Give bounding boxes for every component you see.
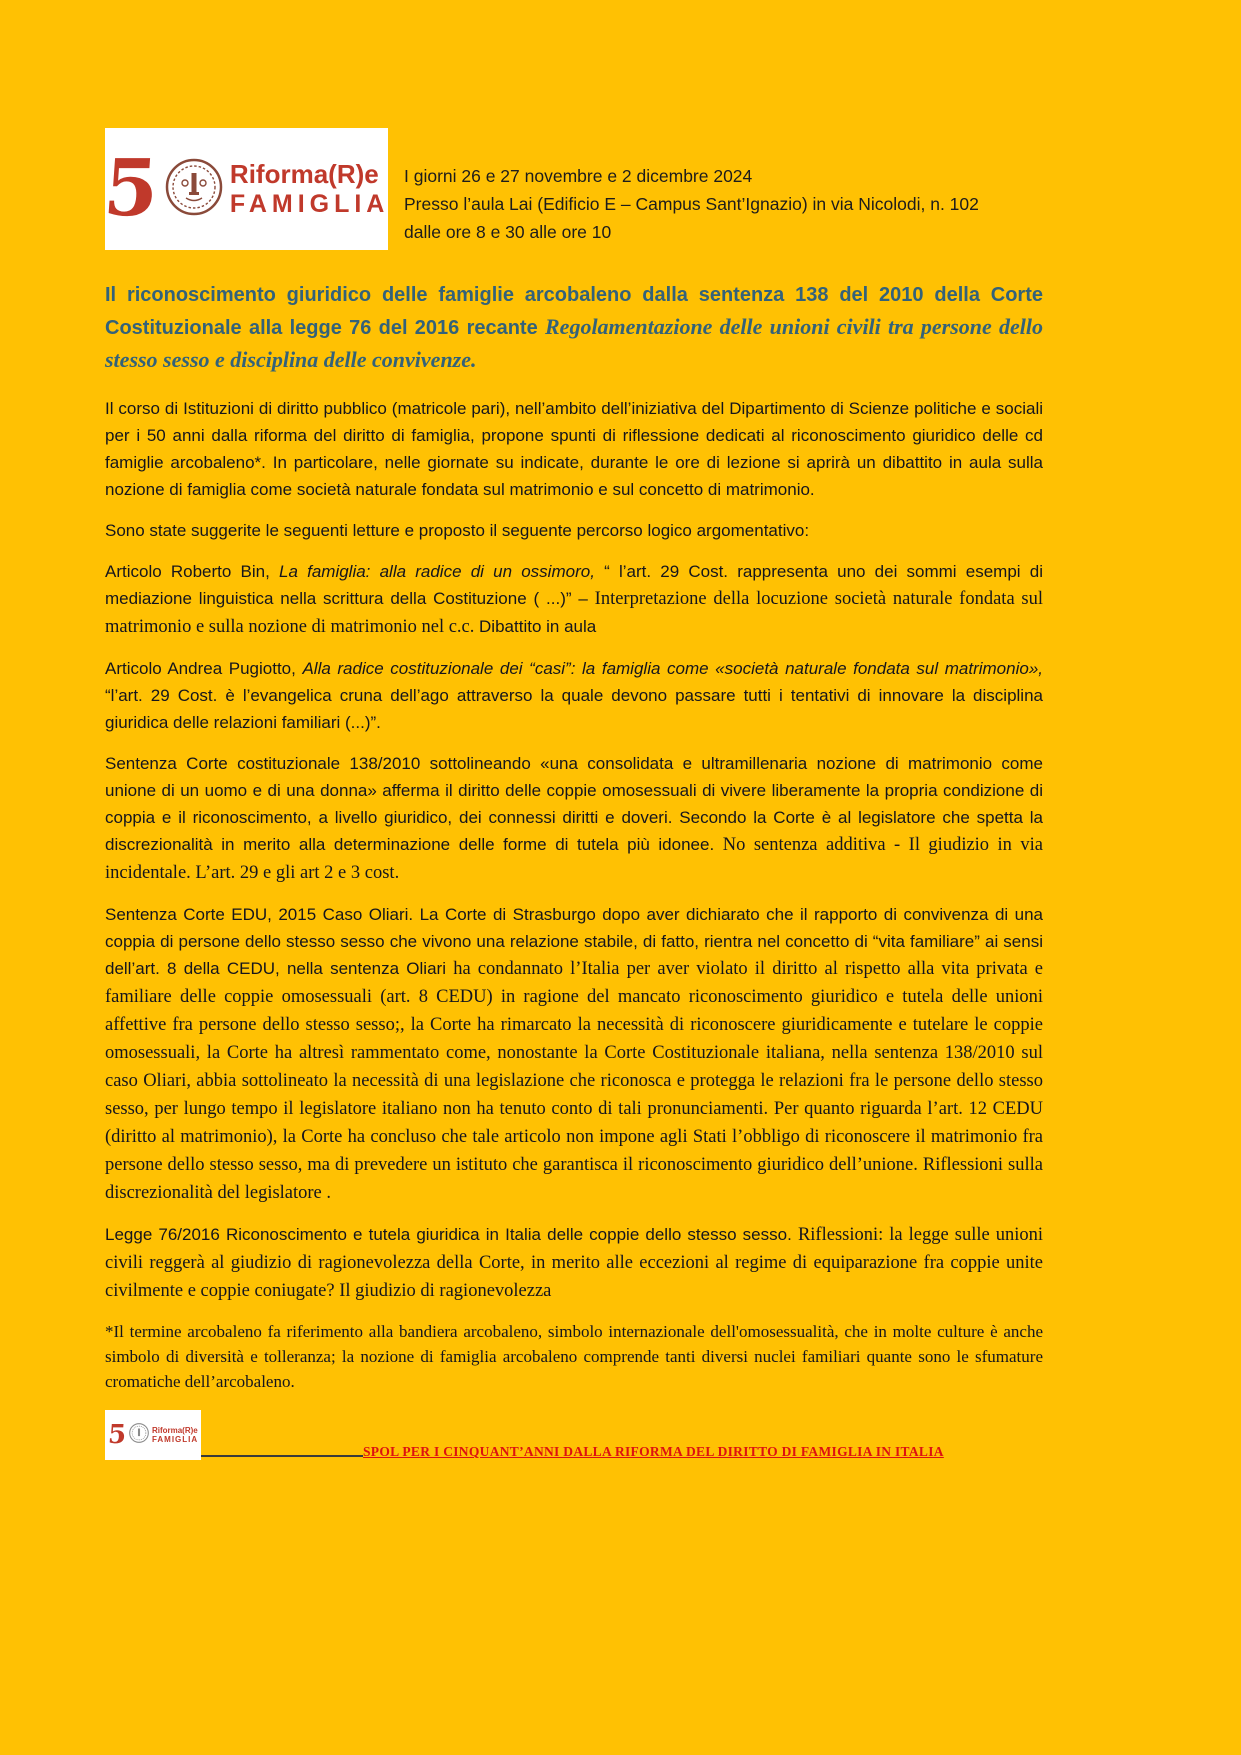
document-content bbox=[100, 0, 1043, 1460]
footnote-arcobaleno bbox=[105, 1319, 1043, 1394]
legge76-text: Legge 76/2016 Riconoscimento e tutela giuridica in Italia delle coppie dello stesso sesso. bbox=[105, 1225, 798, 1244]
sentenza138-text: Sentenza Corte costituzionale 138/2010 sottolineando «una consolidata e ultramillenaria nozione di matrimonio come unione di un uomo e di una donna» afferma il diritto delle coppie omosessuali di vivere liberamente la propria condizione di coppia e il riconoscimento, a livello giuridico, dei connessi diritti e doveri. Secondo la Corte è al legislatore che spetta la discrezionalità in merito alla determinazione delle forme di tutela più idonee. bbox=[105, 754, 1043, 854]
legge76-serif-note: Riflessioni: la legge sulle unioni civili reggerà al giudizio di ragionevolezza della Corte, in merito alle eccezioni al regime di equiparazione fra coppie unite civilmente e coppie coniugate? Il giudizio di ragionevolezza bbox=[105, 1225, 1043, 1301]
bin-quote: “ l’art. 29 Cost. rappresenta uno dei sommi esempi di mediazione linguistica nella scrittura della Costituzione ( ...)” – bbox=[105, 562, 1043, 608]
paragraph-articolo-bin bbox=[105, 558, 1043, 641]
footer bbox=[105, 1410, 1043, 1460]
bin-tail: Dibattito in aula bbox=[479, 617, 597, 636]
footer-logo bbox=[105, 1410, 201, 1460]
page-title bbox=[105, 280, 1043, 377]
bin-serif-note: Interpretazione della locuzione società naturale fondata sul matrimonio e sulla nozione di matrimonio nel c.c. bbox=[105, 589, 1043, 637]
riforma-famiglia-logo bbox=[100, 128, 390, 250]
logo-wordmark-line2: FAMIGLIA bbox=[229, 190, 390, 218]
bin-lead: Articolo Roberto Bin, bbox=[105, 562, 280, 581]
paragraph-legge-76 bbox=[105, 1221, 1043, 1305]
footer-logo-wordmark bbox=[152, 1426, 198, 1444]
logo-wordmark bbox=[230, 159, 389, 219]
oliari-text: Sentenza Corte EDU, 2015 Caso Oliari. La Corte di Strasburgo dopo aver dichiarato che il rapporto di convivenza di una coppia di persone dello stesso sesso che vivono una relazione stabile, di fatto, rientra nel concetto di “vita familiare” ai sensi dell’art. 8 della CEDU, nella sentenza Oliari bbox=[105, 905, 1043, 978]
footer-logo-line1: Riforma(R)e bbox=[151, 1426, 198, 1435]
event-info bbox=[404, 162, 979, 250]
page-title-lead: Il riconoscimento giuridico delle famiglie arcobaleno dalla sentenza 138 del 2010 della Corte Costituzionale alla legge 76 del 2016 recante bbox=[105, 284, 1043, 339]
logo-wordmark-line1: Riforma(R)e bbox=[229, 159, 379, 189]
page-title-law-name: Regolamentazione delle unioni civili tra persone dello stesso sesso e disciplina delle convivenze. bbox=[105, 314, 1043, 372]
pugiotto-quote: “l’art. 29 Cost. è l’evangelica cruna dell’ago attraverso la quale devono passare tutti i tentativi di innovare la disciplina giuridica delle relazioni familiari (...)”. bbox=[105, 686, 1043, 732]
header bbox=[100, 128, 1043, 250]
pugiotto-lead: Articolo Andrea Pugiotto, bbox=[105, 659, 303, 678]
footer-logo-line2: FAMIGLIA bbox=[151, 1435, 199, 1444]
footnote-text: *Il termine arcobaleno fa riferimento alla bandiera arcobaleno, simbolo internazionale dell'omosessualità, che in molte culture è anche simbolo di diversità e tolleranza; la nozione di famiglia arcobaleno comprende tanti diversi nuclei familiari quante sono le sfumature cromatiche dell’arcobaleno. bbox=[105, 1322, 1043, 1391]
paragraph-sentenza-oliari bbox=[105, 901, 1043, 1207]
event-time: dalle ore 8 e 30 alle ore 10 bbox=[404, 222, 612, 242]
university-seal-icon bbox=[165, 158, 223, 221]
logo-number-5: 5 bbox=[100, 143, 162, 234]
paragraph-letture-text: Sono state suggerite le seguenti letture e proposto il seguente percorso logico argomentativo: bbox=[105, 521, 810, 540]
sentenza138-serif-note: No sentenza additiva - Il giudizio in via incidentale. L’art. 29 e gli art 2 e 3 cost. bbox=[105, 835, 1043, 883]
paragraph-intro bbox=[105, 395, 1043, 503]
footer-university-seal-icon bbox=[129, 1423, 149, 1448]
bin-article-title: La famiglia: alla radice di un ossimoro, bbox=[279, 562, 605, 581]
pugiotto-article-title: Alla radice costituzionale dei “casi”: la famiglia come «società naturale fondata sul matrimonio», bbox=[302, 659, 1043, 678]
paragraph-intro-text: Il corso di Istituzioni di diritto pubblico (matricole pari), nell’ambito dell’iniziativa del Dipartimento di Scienze politiche e sociali per i 50 anni dalla riforma del diritto di famiglia, propone spunti di riflessione dedicati al riconoscimento giuridico delle cd famiglie arcobaleno*. In particolare, nelle giornate su indicate, durante le ore di lezione si aprirà un dibattito in aula sulla nozione di famiglia come società naturale fondata sul matrimonio e sul concetto di matrimonio. bbox=[105, 399, 1043, 499]
oliari-serif-note: ha condannato l’Italia per aver violato il diritto al rispetto alla vita privata e familiare delle coppie omosessuali (art. 8 CEDU) in ragione del mancato riconoscimento giuridico e tutela delle unioni affettive fra persone dello stesso sesso;, la Corte ha rimarcato la necessità di riconoscere giuridicamente e tutelare le coppie omosessuali, la Corte ha altresì rammentato come, nonostante la Corte Costituzionale italiana, nella sentenza 138/2010 sul caso Oliari, abbia sottolineato la necessità di una legislazione che riconosca e protegga le relazioni fra le persone dello stesso sesso, per lungo tempo il legislatore italiano non ha tenuto conto di tali pronunciamenti. Per quanto riguarda l’art. 12 CEDU (diritto al matrimonio), la Corte ha concluso che tale articolo non impone agli Stati l’obbligo di riconoscere il matrimonio fra persone dello stesso sesso, ma di prevedere un istituto che garantisca il riconoscimento giuridico dell’unione. Riflessioni sulla discrezionalità del legislatore . bbox=[105, 959, 1043, 1203]
footer-logo-number-5: 5 bbox=[106, 1420, 127, 1450]
footer-divider-line bbox=[201, 1453, 363, 1457]
paragraph-sentenza-138 bbox=[105, 750, 1043, 887]
event-location: Presso l’aula Lai (Edificio E – Campus Sant’Ignazio) in via Nicolodi, n. 102 bbox=[404, 194, 979, 214]
paragraph-letture bbox=[105, 517, 1043, 544]
footer-spol-link[interactable]: SPOL PER I CINQUANT’ANNI DALLA RIFORMA DEL DIRITTO DI FAMIGLIA IN ITALIA bbox=[363, 1444, 944, 1459]
paragraph-articolo-pugiotto bbox=[105, 655, 1043, 736]
event-dates: I giorni 26 e 27 novembre e 2 dicembre 2024 bbox=[404, 166, 753, 186]
